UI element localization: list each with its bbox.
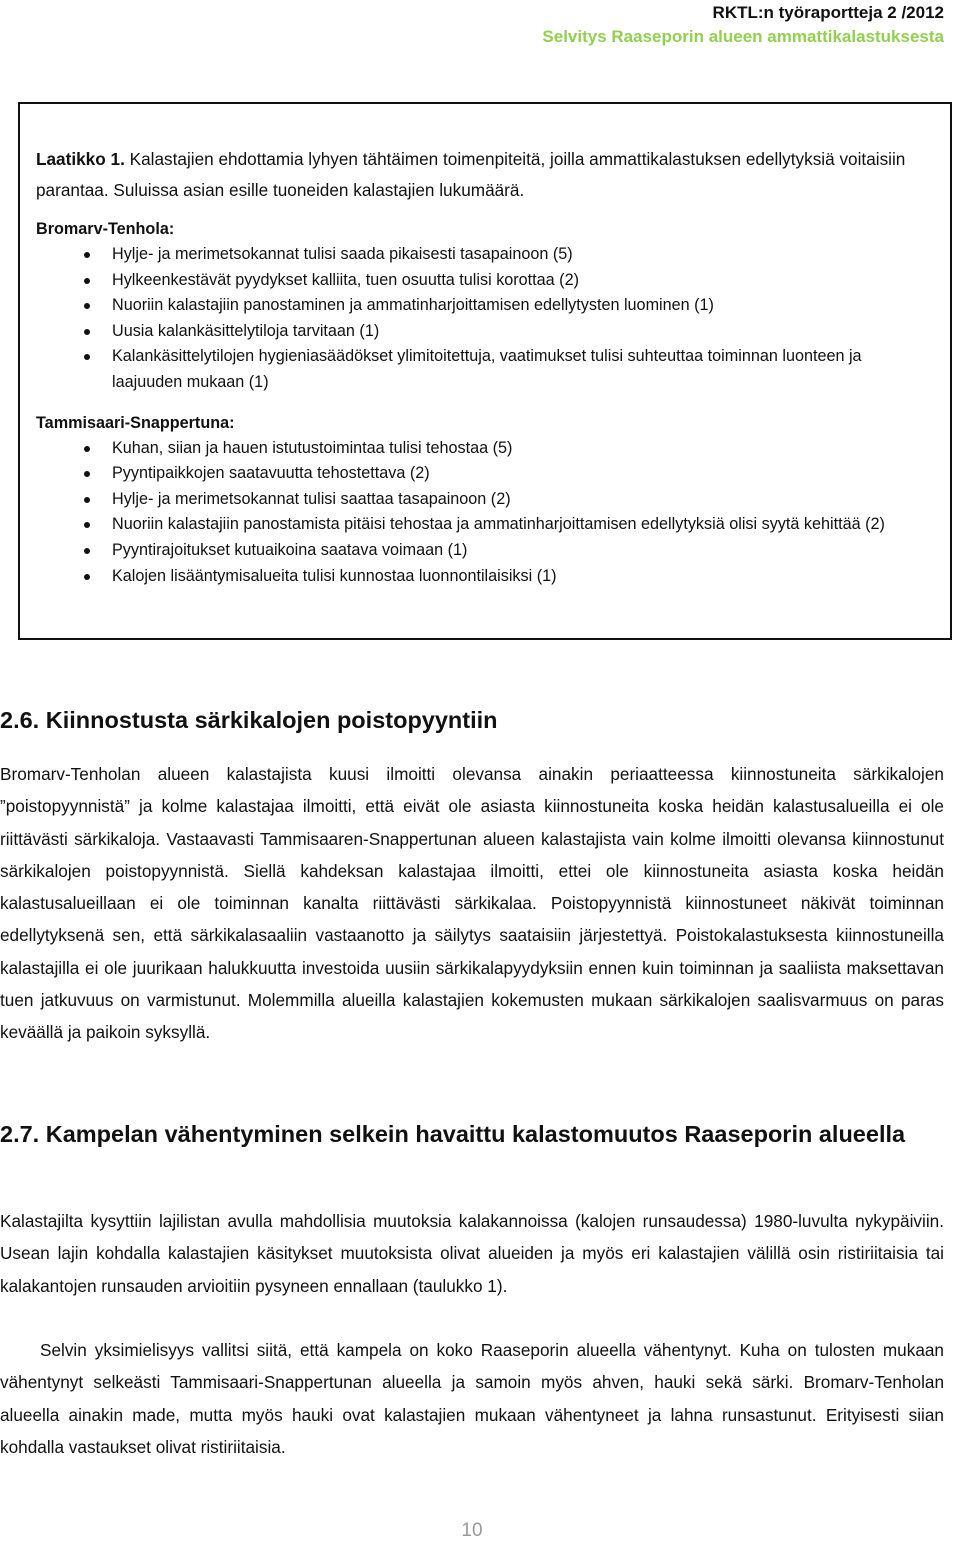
- box-caption: [36, 144, 934, 206]
- list-item: Uusia kalankäsittelytiloja tarvitaan (1): [36, 319, 934, 345]
- list-item: Kalojen lisääntymisalueita tulisi kunnostaa luonnontilaisiksi (1): [36, 564, 934, 590]
- page-number: 10: [461, 1520, 483, 1541]
- section-heading-2-7: 2.7. Kampelan vähentyminen selkein havaittu kalastomuutos Raaseporin alueella: [0, 1121, 906, 1147]
- section-heading-2-6: 2.6. Kiinnostusta särkikalojen poistopyyntiin: [0, 707, 498, 733]
- section-2-6-paragraph: Bromarv-Tenholan alueen kalastajista kuusi ilmoitti olevansa ainakin periaatteessa kiinnostuneita särkikalojen ”poistopyynnistä” ja kolme kalastajaa ilmoitti, että eivät ole asiasta kiinnostuneita koska heidän kalastusalueilla ei ole riittävästi särkikaloja. Vastaavasti Tammisaaren-Snappertunan alueen kalastajista vain kolme ilmoitti olevansa kiinnostunut särkikalojen poistopyynnistä. Siellä kahdeksan kalastajaa ilmoitti, ettei ole kiinnostuneita asiasta koska heidän kalastusalueillaan ei ole toiminnan kanalta riittävästi särkikalaa. Poistopyynnistä kiinnostuneet näkivät toiminnan edellytyksenä sen, että särkikalasaaliin vastaanotto ja säilytys saataisiin järjestettyä. Poistokalastuksesta kiinnostuneilla kalastajilla ei ole juurikaan halukkuutta investoida uusiin särkikalapyydyksiin ennen kuin toiminnan ja saaliista maksettavan tuen jatkuvuus on varmistunut. Molemmilla alueilla kalastajien kokemusten mukaan särkikalojen saalisvarmuus on paras keväällä ja paikoin syksyllä.: [0, 764, 944, 1043]
- list-item: Nuoriin kalastajiin panostamista pitäisi tehostaa ja ammatinharjoittamisen edellytyksiä olisi syytä kehittää (2): [36, 512, 934, 538]
- region-title: Tammisaari-Snappertuna:: [36, 413, 235, 432]
- region-title: Bromarv-Tenhola:: [36, 220, 175, 238]
- list-item: Pyyntirajoitukset kutuaikoina saatava voimaan (1): [36, 538, 934, 564]
- bullet-list: [36, 436, 934, 590]
- section-2-7-paragraph-1: Kalastajilta kysyttiin lajilistan avulla mahdollisia muutoksia kalakannoissa (kalojen runsaudessa) 1980-luvulta nykypäiviin. Usean lajin kohdalla kalastajien käsitykset muutoksista olivat alueiden ja myös eri kalastajien välillä osin ristiriitaisia tai kalakantojen runsauden arvioitiin pysyneen ennallaan (taulukko 1).: [0, 1211, 944, 1296]
- report-title: Selvitys Raaseporin alueen ammattikalastuksesta: [542, 27, 944, 46]
- text-box-1: [18, 102, 952, 640]
- box-caption-label: Laatikko 1.: [36, 149, 125, 169]
- list-item: Hylkeenkestävät pyydykset kalliita, tuen osuutta tulisi korottaa (2): [36, 268, 934, 294]
- list-item: Pyyntipaikkojen saatavuutta tehostettava (2): [36, 461, 934, 487]
- box-caption-text: Kalastajien ehdottamia lyhyen tähtäimen toimenpiteitä, joilla ammattikalastuksen edellytyksiä voitaisiin parantaa. Suluissa asian esille tuoneiden kalastajien lukumäärä.: [36, 149, 906, 200]
- list-item: Hylje- ja merimetsokannat tulisi saada pikaisesti tasapainoon (5): [36, 242, 934, 268]
- list-item: Kuhan, siian ja hauen istutustoimintaa tulisi tehostaa (5): [36, 436, 934, 462]
- list-item: Nuoriin kalastajiin panostaminen ja ammatinharjoittamisen edellytysten luominen (1): [36, 293, 934, 319]
- series-title: RKTL:n työraportteja 2 /2012: [712, 3, 944, 22]
- bullet-list: [36, 242, 934, 396]
- list-item: Kalankäsittelytilojen hygieniasäädökset ylimitoitettuja, vaatimukset tulisi suhteuttaa toiminnan luonteen ja laajuuden mukaan (1): [36, 344, 934, 395]
- running-header: [542, 2, 944, 48]
- section-2-7-paragraph-2: Selvin yksimielisyys vallitsi siitä, että kampela on koko Raaseporin alueella vähentynyt. Kuha on tulosten mukaan vähentynyt selkeästi Tammisaari-Snappertunan alueella ja samoin myös ahven, hauki sekä särki. Bromarv-Tenholan alueella ainakin made, mutta myös hauki ovat kalastajien mukaan vähentyneet ja lahna runsastunut. Erityisesti siian kohdalla vastaukset olivat ristiriitaisia.: [0, 1340, 944, 1457]
- list-item: Hylje- ja merimetsokannat tulisi saattaa tasapainoon (2): [36, 487, 934, 513]
